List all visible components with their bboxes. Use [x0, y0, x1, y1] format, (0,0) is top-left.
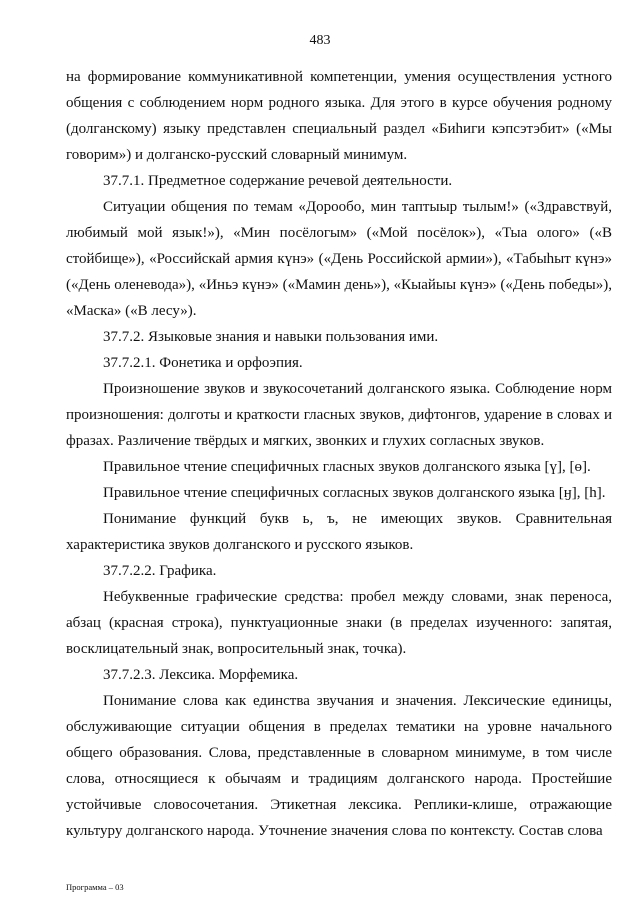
paragraph: Понимание слова как единства звучания и значения. Лексические единицы, обслуживающие ситуации общения в пределах тематики на уровне начального общего образования. Слова, представленные в словарном минимуме, в том числе слова, относящиеся к обычаям и традициям долганского народа. Простейшие устойчивые словосочетания. Этикетная лексика. Реплики-клише, отражающие культуру долганского народа. Уточнение значения слова по контексту. Состав слова: [66, 693, 612, 839]
section-heading: 37.7.2.3. Лексика. Морфемика.: [103, 667, 299, 683]
section-heading: 37.7.1. Предметное содержание речевой деятельности.: [103, 173, 453, 189]
paragraph: Произношение звуков и звукосочетаний долганского языка. Соблюдение норм произношения: долготы и краткости гласных звуков, дифтонгов, ударение в словах и фразах. Различение твёрдых и мягких, звонких и глухих согласных звуков.: [66, 381, 612, 449]
paragraph: Правильное чтение специфичных гласных звуков долганского языка [ү], [ө].: [103, 459, 591, 475]
section-heading: 37.7.2.1. Фонетика и орфоэпия.: [103, 355, 303, 371]
paragraph: Ситуации общения по темам «Дорообо, мин таптыыр тылым!» («Здравствуй, любимый мой язык!»), «Мин посёлогым» («Мой посёлок»), «Тыа олого» («В стойбище»), «Российскай армия күнэ» («День Российской армии»), «Табыһыт күнэ» («День оленевода»), «Иньэ күнэ» («Мамин день»), «Кыайыы күнэ» («День победы»), «Маска» («В лесу»).: [66, 199, 612, 319]
paragraph: Правильное чтение специфичных согласных звуков долганского языка [ӈ], [h].: [103, 485, 606, 501]
document-body: [66, 64, 612, 844]
paragraph: Понимание функций букв ь, ъ, не имеющих звуков. Сравнительная характеристика звуков долганского и русского языков.: [66, 511, 612, 553]
paragraph: Небуквенные графические средства: пробел между словами, знак переноса, абзац (красная строка), пунктуационные знаки (в пределах изученного: запятая, восклицательный знак, вопросительный знак, точка).: [66, 589, 612, 657]
paragraph: на формирование коммуникативной компетенции, умения осуществления устного общения с соблюдением норм родного языка. Для этого в курсе обучения родному (долганскому) языку представлен специальный раздел «Биһиги кэпсэтэбит» («Мы говорим») и долганско-русский словарный минимум.: [66, 69, 612, 163]
footer-label: Программа – 03: [66, 882, 124, 892]
section-heading: 37.7.2.2. Графика.: [103, 563, 217, 579]
section-heading: 37.7.2. Языковые знания и навыки пользования ими.: [103, 329, 439, 345]
page-number: 483: [309, 33, 331, 48]
